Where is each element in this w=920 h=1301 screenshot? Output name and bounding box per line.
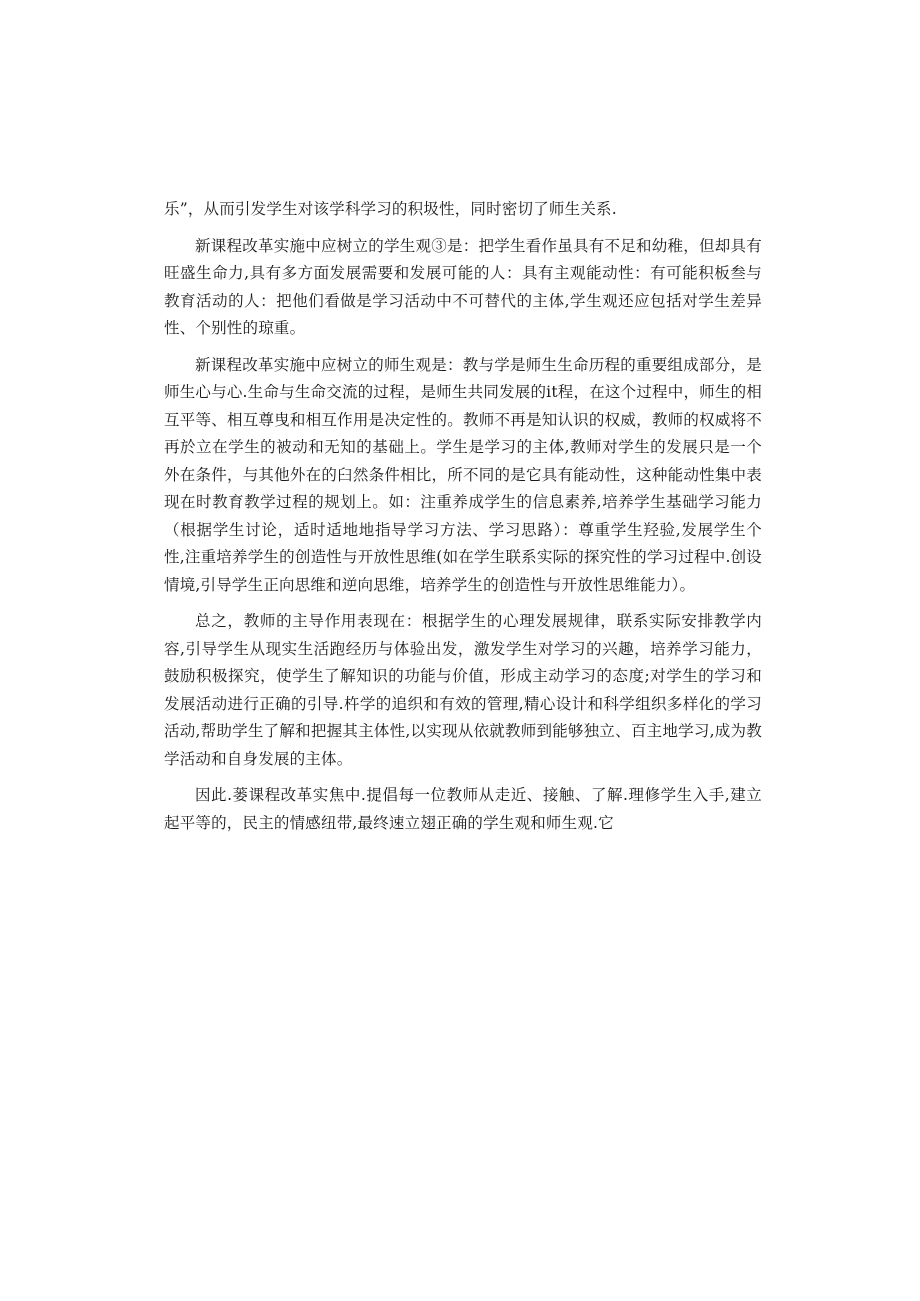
- document-body: [164, 196, 762, 846]
- paragraph-conclusion: 因此.蒌课程改革实焦中.提倡每一位教师从走近、接触、了解.理修学生入手,建立起平等的，民主的情感纽带,最终速立翅正确的学生观和师生观.它: [164, 786, 762, 832]
- paragraph-teacher-student-view: 新课程改革实施中应树立的师生观是：教与学是师生生命历程的重要组成部分，是师生心与心.生命与生命交流的过程，是师生共同发展的it程，在这个过程中，师生的相互平等、相互尊曳和相互作用是决定性的。教师不再是知认识的权威，教师的权威将不再於立在学生的被动和无知的基础上。学生是学习的主体,教师对学生的发展只是一个外在条件，与其他外在的臼然条件相比，所不同的是它具有能动性，这种能动性集中表现在时教育教学过程的规划上。如：注重养成学生的信息素养,培养学生基础学习能力（根据学生讨论，适时适地地指导学习方法、学习思路）：尊重学生羟验,发展学生个性,注重培养学生的创造性与开放性思维(如在学生联系实际的探究性的学习过程中.创设情境,引导学生正向思维和逆向思维，培养学生的创造性与开放性思维能力）。: [164, 355, 762, 594]
- paragraph-summary: 总之，教师的主导作用表现在：根据学生的心理发展规律，联系实际安排教学内容,引导学生从现实生活跑经历与体验出发，激发学生对学习的兴趣，培养学习能力，鼓励积极探究，使学生了解知识的功能与价值，形成主动学习的态度;对学生的学习和发展活动进行正确的引导.杵学的追织和有效的管理,精心设计和科学组织多样化的学习活动,帮助学生了解和把握其主体性,以实现从依就教师到能够独立、百主地学习,成为教学活动和自身发展的主体。: [164, 612, 762, 768]
- paragraph-continuation: 乐”，从而引发学生对该学科学习的积圾性，同时密切了师生关系.: [164, 200, 617, 218]
- paragraph-student-view: 新课程改革实施中应树立的学生观③是：把学生看作虽具有不足和幼稚，但却具有旺盛生命力,具有多方面发展需要和发展可能的人：具有主观能动性：有可能积板叁与教育活动的人：把他们看做是学习活动中不可替代的主体,学生观还应包括对学生差异性、个别性的琼重。: [164, 236, 762, 337]
